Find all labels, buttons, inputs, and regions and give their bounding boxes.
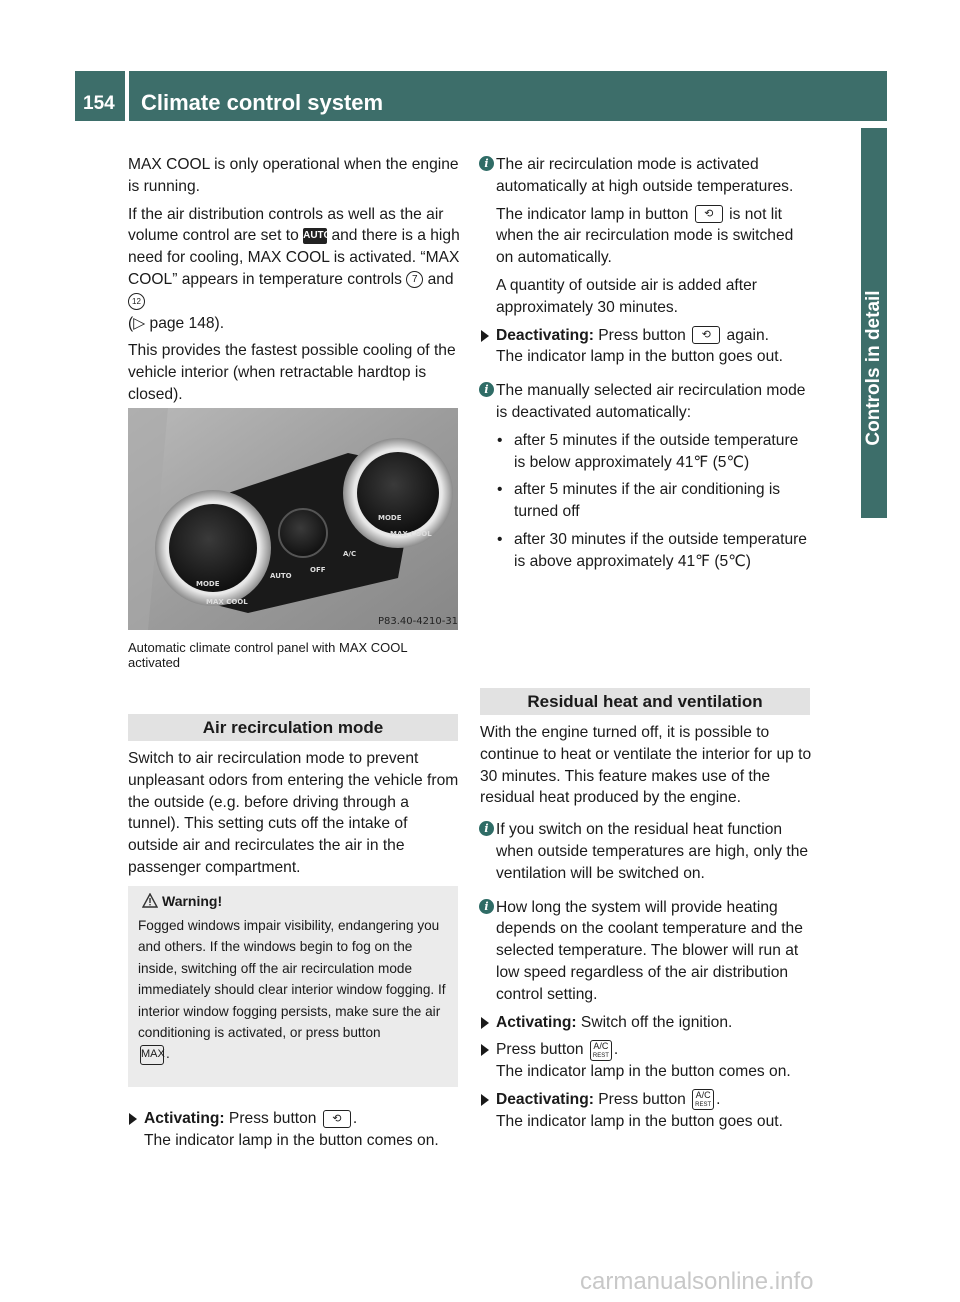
control-7-icon: 7: [406, 271, 423, 288]
control-12-icon: 12: [128, 293, 145, 310]
auto-icon: AUTO: [303, 228, 327, 244]
panel-label-mode-left: MODE: [196, 580, 220, 588]
recirc-condition-2: • after 5 minutes if the air conditioning is turned off: [480, 479, 812, 523]
panel-label-ac: A/C: [343, 550, 357, 558]
watermark: carmanualsonline.info: [580, 1268, 814, 1295]
panel-label-auto: AUTO: [270, 572, 292, 580]
info-residual-high-temp: i If you switch on the residual heat function when outside temperatures are high, only the ventilation will be switched on.: [480, 819, 812, 884]
residual-activating: Activating: Switch off the ignition.: [480, 1012, 812, 1034]
climate-control-panel-photo: [128, 408, 458, 630]
page-number-box: [75, 71, 125, 121]
recirculation-icon: ⟲: [323, 1110, 351, 1128]
recirc-deactivating: Deactivating: Press button ⟲ again. The indicator lamp in the button goes out.: [480, 325, 812, 369]
panel-label-mode-right: MODE: [378, 514, 402, 522]
max-cool-conditions: If the air distribution controls as well as the air volume control are set to AUTO and there is a high need for cooling, MAX COOL is activated. “MAX COOL” appears in temperature controls 7 and 12 (▷ page 148).: [128, 205, 460, 332]
page-number: 154: [83, 93, 115, 114]
side-tab-label: Controls in detail: [863, 290, 884, 446]
panel-label-off: OFF: [310, 566, 326, 574]
max-cool-benefit: This provides the fastest possible cooling of the vehicle interior (when retractable hardtop is closed).: [128, 342, 456, 403]
warning-triangle-icon: [142, 893, 158, 908]
warning-heading: Warning!: [142, 891, 222, 912]
max-cool-note: MAX COOL is only operational when the engine is running.: [128, 156, 459, 195]
air-recirculation-section: [128, 714, 458, 878]
ac-rest-icon: A/C REST: [590, 1040, 612, 1061]
info-residual-duration: i How long the system will provide heating depends on the coolant temperature and the selected temperature. The blower will run at low speed regardless of the air distribution control setting.: [480, 897, 812, 1006]
right-column: [480, 154, 812, 579]
info-icon: i: [479, 821, 494, 836]
info-icon: i: [479, 382, 494, 397]
climate-panel-illustration: [128, 408, 458, 630]
residual-heat-description: With the engine turned off, it is possible to continue to heat or ventilate the interior for up to 30 minutes. This feature makes use of the residual heat produced by the engine.: [480, 724, 812, 807]
image-caption: Automatic climate control panel with MAX COOL activated: [128, 640, 408, 670]
panel-label-maxcool-left: MAX COOL: [206, 598, 248, 606]
info-manual-recirc: i The manually selected air recirculation mode is deactivated automatically:: [480, 380, 812, 424]
panel-label-maxcool-right: MAX COOL: [390, 530, 432, 538]
page-header: [129, 71, 887, 121]
page-reference: (▷ page 148).: [128, 314, 225, 332]
ac-rest-icon: A/C REST: [692, 1089, 714, 1110]
residual-heat-heading: Residual heat and ventilation: [480, 688, 810, 715]
max-defrost-icon: MAX: [140, 1045, 164, 1065]
info-icon: i: [479, 156, 494, 171]
info-auto-recirc: i The air recirculation mode is activated automatically at high outside temperatures. The indicator lamp in button ⟲ is not lit when the air recirculation mode is switched on automatically. A quantity of outside air is added after approximately 30 minutes.: [480, 154, 812, 319]
recirculation-icon: ⟲: [695, 205, 723, 223]
page-title: Climate control system: [141, 90, 384, 115]
warning-text: Fogged windows impair visibility, endangering you and others. If the windows begin to fog on the inside, switching off the air recirculation mode immediately should clear interior window fogging. If interior window fogging persists, make sure the air conditioning is activated, or press button MAX.: [138, 915, 452, 1065]
image-reference-label: P83.40-4210-31: [378, 616, 458, 627]
warning-box: [128, 886, 458, 1087]
air-recirculation-description: Switch to air recirculation mode to prevent unpleasant odors from entering the vehicle from the outside (e.g. before driving through a tunnel). This setting cuts off the intake of outside air and recirculates the air in the passenger compartment.: [128, 750, 459, 876]
residual-heat-section: [480, 688, 810, 1132]
recirculation-icon: ⟲: [692, 326, 720, 344]
info-icon: i: [479, 899, 494, 914]
residual-deactivating: Deactivating: Press button A/C REST . The indicator lamp in the button goes out.: [480, 1089, 812, 1133]
recirc-condition-1: • after 5 minutes if the outside temperature is below approximately 41℉ (5℃): [480, 430, 812, 474]
recirc-condition-3: • after 30 minutes if the outside temperature is above approximately 41℉ (5℃): [480, 529, 812, 573]
recirc-activating: Activating: Press button ⟲ . The indicator lamp in the button comes on.: [128, 1108, 460, 1158]
air-recirculation-heading: Air recirculation mode: [128, 714, 458, 741]
left-column-intro: [128, 154, 460, 412]
residual-press-button: Press button A/C REST . The indicator lamp in the button comes on.: [480, 1039, 812, 1083]
